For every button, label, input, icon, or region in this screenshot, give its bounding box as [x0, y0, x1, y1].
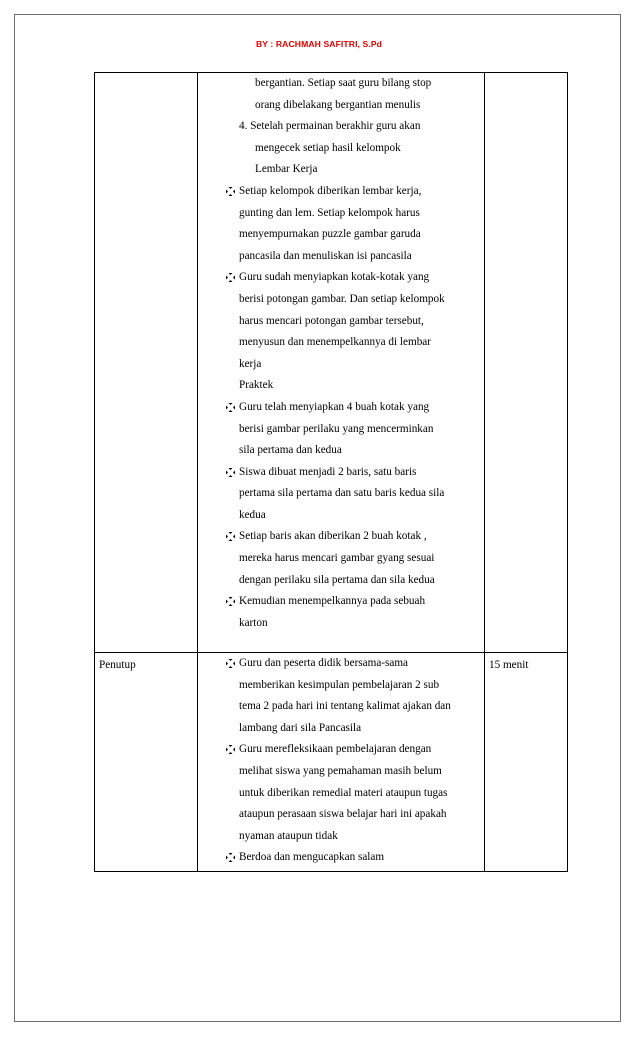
- line-text: gunting dan lem. Setiap kelompok harus: [239, 206, 420, 219]
- bullet-continuation: [198, 246, 480, 268]
- line-text: Setiap baris akan diberikan 2 buah kotak ,: [239, 530, 427, 543]
- bullet-item: [198, 462, 480, 484]
- bullet-continuation: [198, 203, 480, 225]
- activity-content: [198, 653, 484, 871]
- four-diamond-bullet-icon: [226, 597, 235, 606]
- line-text: sila pertama dan kedua: [239, 444, 342, 457]
- duration-cell: [485, 73, 568, 653]
- line-text: karton: [239, 616, 268, 629]
- line-text: mengecek setiap hasil kelompok: [255, 141, 401, 154]
- bullet-continuation: [198, 505, 480, 527]
- four-diamond-bullet-icon: [226, 745, 235, 754]
- bullet-continuation: [198, 375, 480, 397]
- line-text: harus mencari potongan gambar tersebut,: [239, 314, 424, 327]
- line-text: Guru telah menyiapkan 4 buah kotak yang: [239, 400, 430, 413]
- line-text: Siswa dibuat menjadi 2 baris, satu baris: [239, 465, 417, 478]
- lesson-table: [94, 72, 568, 872]
- step-continuation: [198, 138, 480, 160]
- step-continuation: [198, 95, 480, 117]
- four-diamond-bullet-icon: [226, 273, 235, 282]
- bullet-continuation: [198, 783, 480, 805]
- phase-label: Penutup: [99, 659, 136, 671]
- duration-cell: [485, 653, 568, 872]
- bullet-continuation: [198, 696, 480, 718]
- line-text: Berdoa dan mengucapkan salam: [239, 851, 385, 864]
- bullet-continuation: [198, 675, 480, 697]
- four-diamond-bullet-icon: [226, 659, 235, 668]
- line-text: 4. Setelah permainan berakhir guru akan: [239, 120, 421, 133]
- four-diamond-bullet-icon: [226, 403, 235, 412]
- table-row: [95, 73, 568, 653]
- step-continuation: [198, 159, 480, 181]
- page-header: BY : RACHMAH SAFITRI, S.Pd: [255, 39, 383, 49]
- duration-label: [485, 73, 567, 75]
- bullet-continuation: [198, 804, 480, 826]
- four-diamond-bullet-icon: [226, 853, 235, 862]
- bullet-item: [198, 591, 480, 613]
- bullet-continuation: [198, 440, 480, 462]
- line-text: kerja: [239, 357, 262, 370]
- line-text: Guru merefleksikaan pembelajaran dengan: [239, 743, 432, 756]
- line-text: melihat siswa yang pemahaman masih belum: [239, 764, 442, 777]
- step-continuation: [198, 73, 480, 95]
- bullet-item: [198, 397, 480, 419]
- line-text: Kemudian menempelkannya pada sebuah: [239, 595, 426, 608]
- line-text: lambang dari sila Pancasila: [239, 721, 362, 734]
- bullet-continuation: [198, 311, 480, 333]
- line-text: tema 2 pada hari ini tentang kalimat ajakan dan: [239, 700, 451, 713]
- line-text: Praktek: [239, 379, 274, 392]
- bullet-continuation: [198, 761, 480, 783]
- line-text: memberikan kesimpulan pembelajaran 2 sub: [239, 678, 440, 691]
- line-text: mereka harus mencari gambar gyang sesuai: [239, 552, 435, 565]
- line-text: Lembar Kerja: [255, 163, 318, 176]
- phase-label: [95, 73, 197, 75]
- bullet-continuation: [198, 419, 480, 441]
- bullet-item: [198, 653, 480, 675]
- bullet-continuation: [198, 718, 480, 740]
- bullet-item: [198, 847, 480, 869]
- four-diamond-bullet-icon: [226, 187, 235, 196]
- line-text: menyempurnakan puzzle gambar garuda: [239, 228, 421, 241]
- line-text: kedua: [239, 508, 266, 521]
- duration-label: 15 menit: [489, 659, 529, 671]
- table-row: [95, 653, 568, 872]
- line-text: berisi gambar perilaku yang mencerminkan: [239, 422, 434, 435]
- bullet-item: [198, 267, 480, 289]
- bullet-continuation: [198, 354, 480, 376]
- bullet-continuation: [198, 613, 480, 635]
- line-text: Setiap kelompok diberikan lembar kerja,: [239, 184, 422, 197]
- bullet-continuation: [198, 483, 480, 505]
- bullet-item: [198, 181, 480, 203]
- activity-cell: [198, 653, 485, 872]
- bullet-continuation: [198, 570, 480, 592]
- bullet-continuation: [198, 548, 480, 570]
- line-text: bergantian. Setiap saat guru bilang stop: [255, 77, 432, 89]
- bullet-continuation: [198, 332, 480, 354]
- line-text: untuk diberikan remedial materi ataupun tugas: [239, 786, 448, 799]
- activity-cell: [198, 73, 485, 653]
- bullet-item: [198, 739, 480, 761]
- line-text: pancasila dan menuliskan isi pancasila: [239, 249, 412, 262]
- line-text: berisi potongan gambar. Dan setiap kelompok: [239, 292, 445, 305]
- line-text: nyaman ataupun tidak: [239, 829, 338, 842]
- four-diamond-bullet-icon: [226, 532, 235, 541]
- phase-cell: [95, 73, 198, 653]
- phase-cell: [95, 653, 198, 872]
- numbered-step: [198, 116, 480, 138]
- bullet-item: [198, 526, 480, 548]
- bullet-continuation: [198, 224, 480, 246]
- bullet-continuation: [198, 826, 480, 848]
- line-text: menyusun dan menempelkannya di lembar: [239, 336, 431, 349]
- line-text: orang dibelakang bergantian menulis: [255, 98, 421, 111]
- line-text: Guru dan peserta didik bersama-sama: [239, 657, 408, 669]
- line-text: dengan perilaku sila pertama dan sila kedua: [239, 573, 435, 586]
- line-text: ataupun perasaan siswa belajar hari ini apakah: [239, 808, 447, 821]
- activity-content: [198, 73, 484, 636]
- four-diamond-bullet-icon: [226, 468, 235, 477]
- bullet-continuation: [198, 289, 480, 311]
- line-text: pertama sila pertama dan satu baris kedua sila: [239, 487, 445, 500]
- line-text: Guru sudah menyiapkan kotak-kotak yang: [239, 271, 430, 284]
